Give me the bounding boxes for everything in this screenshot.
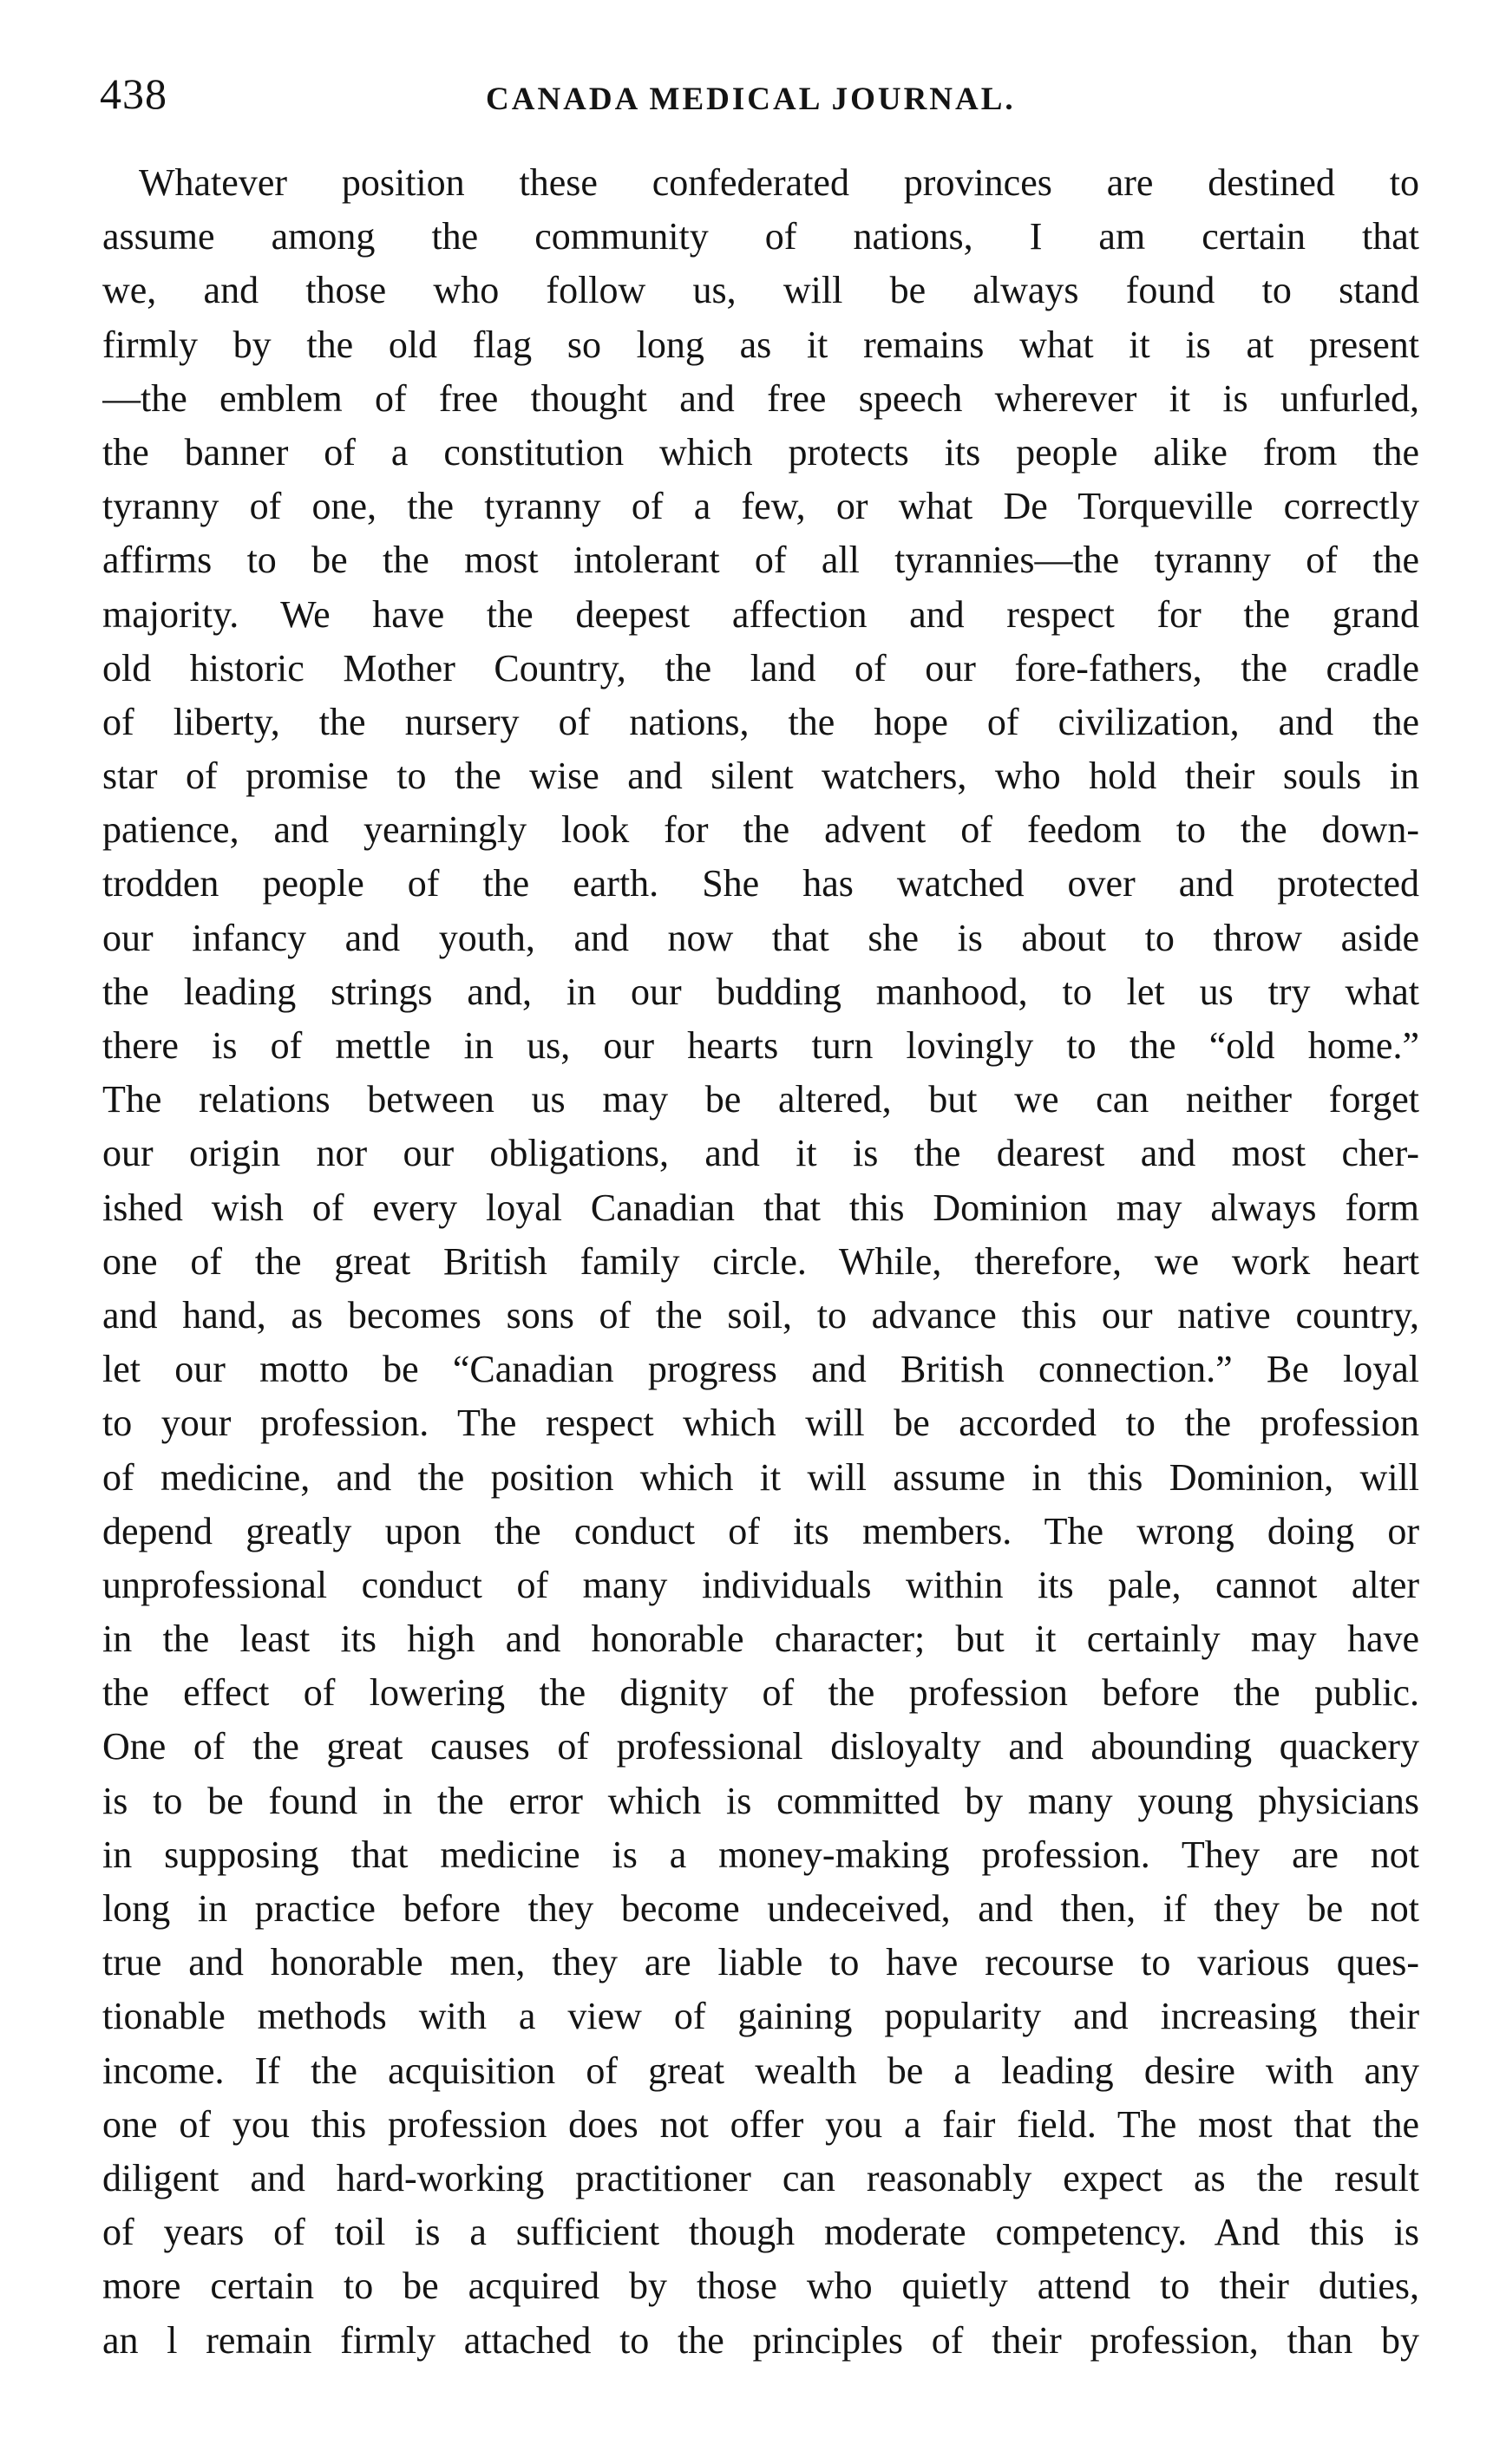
text-line: the banner of a constitution which protects its people alike from the (102, 430, 1419, 474)
text-line: and hand, as becomes sons of the soil, to advance this our native country, (102, 1293, 1419, 1337)
body-text (102, 156, 1419, 2368)
text-line: firmly by the old flag so long as it remains what it is at present (102, 323, 1419, 366)
text-line: of medicine, and the position which it will assume in this Dominion, will (102, 1455, 1419, 1499)
text-line: affirms to be the most intolerant of all tyrannies—the tyranny of the (102, 539, 1419, 582)
text-line: our infancy and youth, and now that she is about to throw aside (102, 916, 1419, 959)
text-line: old historic Mother Country, the land of our fore-fathers, the cradle (102, 646, 1419, 690)
text-line: —the emblem of free thought and free speech wherever it is unfurled, (102, 376, 1419, 420)
text-line: more certain to be acquired by those who quietly attend to their duties, (102, 2265, 1419, 2308)
text-line: an l remain firmly attached to the principles of their profession, than by (102, 2318, 1419, 2362)
text-line: there is of mettle in us, our hearts turn lovingly to the “old home.” (102, 1024, 1419, 1067)
text-line: of years of toil is a sufficient though moderate competency. And this is (102, 2211, 1419, 2254)
text-line: star of promise to the wise and silent watchers, who hold their souls in (102, 755, 1419, 798)
text-line: is to be found in the error which is committed by many young physicians (102, 1779, 1419, 1822)
text-line: one of the great British family circle. While, therefore, we work heart (102, 1239, 1419, 1283)
text-line: trodden people of the earth. She has watched over and protected (102, 862, 1419, 905)
text-line: we, and those who follow us, will be always found to stand (102, 269, 1419, 312)
text-line: majority. We have the deepest affection and respect for the grand (102, 592, 1419, 636)
text-line: unprofessional conduct of many individuals within its pale, cannot alter (102, 1563, 1419, 1606)
page-number: 438 (100, 69, 167, 118)
text-line: in the least its high and honorable character; but it certainly may have (102, 1618, 1419, 1661)
running-head: CANADA MEDICAL JOURNAL. (486, 82, 1016, 117)
text-line: ished wish of every loyal Canadian that this Dominion may always form (102, 1186, 1419, 1229)
text-line: patience, and yearningly look for the advent of feedom to the down- (102, 808, 1419, 852)
text-line: let our motto be “Canadian progress and British connection.” Be loyal (102, 1348, 1419, 1391)
text-line: in supposing that medicine is a money-making profession. They are not (102, 1833, 1419, 1876)
text-line: our origin nor our obligations, and it is the dearest and most cher- (102, 1132, 1419, 1175)
text-line: income. If the acquisition of great wealth be a leading desire with any (102, 2049, 1419, 2092)
text-line: long in practice before they become undeceived, and then, if they be not (102, 1887, 1419, 1930)
text-line: One of the great causes of professional disloyalty and abounding quackery (102, 1725, 1419, 1768)
text-line: depend greatly upon the conduct of its members. The wrong doing or (102, 1509, 1419, 1552)
text-line: Whatever position these confederated provinces are destined to (139, 161, 1419, 204)
text-line: the leading strings and, in our budding manhood, to let us try what (102, 970, 1419, 1013)
page-header (0, 52, 1493, 139)
text-line: diligent and hard-working practitioner can reasonably expect as the result (102, 2156, 1419, 2199)
text-line: tionable methods with a view of gaining popularity and increasing their (102, 1995, 1419, 2038)
text-line: true and honorable men, they are liable to have recourse to various ques- (102, 1941, 1419, 1984)
text-line: tyranny of one, the tyranny of a few, or what De Torqueville correctly (102, 485, 1419, 528)
text-line: The relations between us may be altered, but we can neither forget (102, 1078, 1419, 1121)
text-line: of liberty, the nursery of nations, the hope of civilization, and the (102, 700, 1419, 743)
text-line: to your profession. The respect which will be accorded to the profession (102, 1402, 1419, 1445)
text-line: one of you this profession does not offer you a fair field. The most that the (102, 2102, 1419, 2146)
text-line: assume among the community of nations, I am certain that (102, 215, 1419, 258)
text-line: the effect of lowering the dignity of the profession before the public. (102, 1671, 1419, 1715)
